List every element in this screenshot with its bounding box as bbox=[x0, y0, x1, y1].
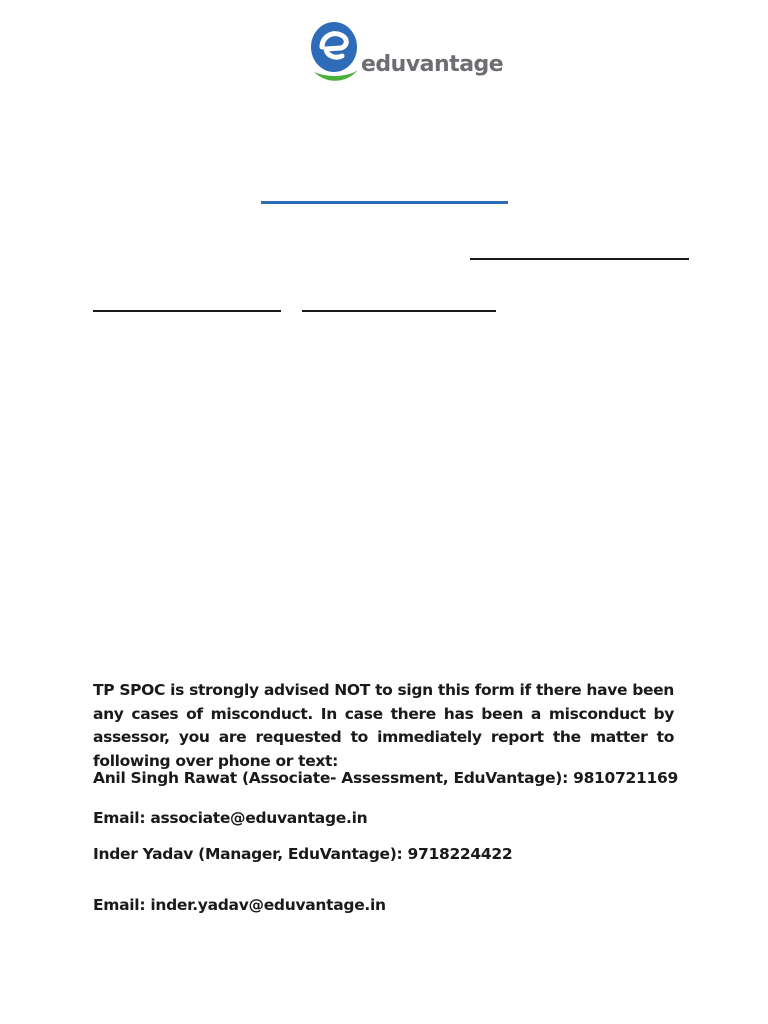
title-underline bbox=[261, 201, 508, 204]
contact-anil-phone: Anil Singh Rawat (Associate- Assessment, EduVantage): 9810721169 bbox=[93, 769, 678, 787]
contact-anil-email: Email: associate@eduvantage.in bbox=[93, 809, 368, 827]
date-blank-line bbox=[470, 258, 689, 260]
eduvantage-e-mark-icon bbox=[308, 20, 368, 86]
contact-inder-phone: Inder Yadav (Manager, EduVantage): 9718224422 bbox=[93, 845, 513, 863]
signature-blank-line-right bbox=[302, 310, 496, 312]
eduvantage-logo bbox=[308, 20, 504, 86]
signature-blank-line-left bbox=[93, 310, 281, 312]
misconduct-notice: TP SPOC is strongly advised NOT to sign this form if there have been any cases of misconduct. In case there has been a misconduct by assessor, you are requested to immediately report the matter to following over phone or text: bbox=[93, 681, 674, 770]
contact-inder-email: Email: inder.yadav@eduvantage.in bbox=[93, 896, 386, 914]
logo-wordmark: eduvantage bbox=[361, 52, 504, 77]
